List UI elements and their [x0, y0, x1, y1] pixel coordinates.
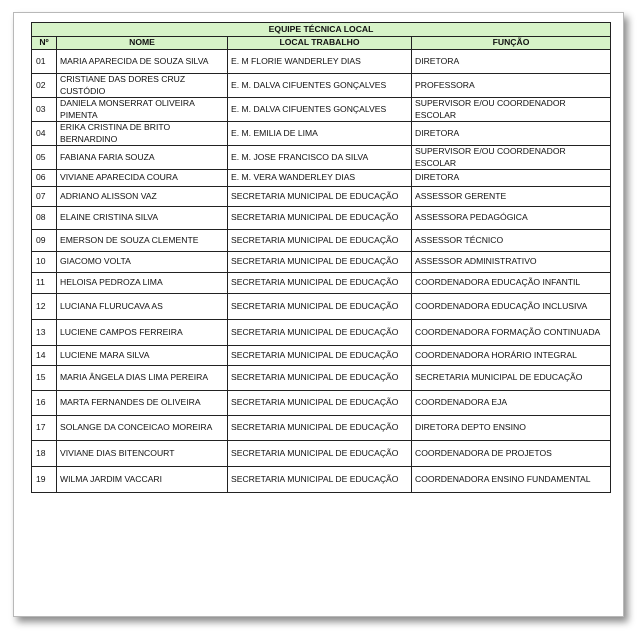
cell-num: 16 — [32, 391, 57, 416]
table-row — [32, 294, 611, 320]
cell-local: SECRETARIA MUNICIPAL DE EDUCAÇÃO — [228, 416, 412, 441]
table-row — [32, 74, 611, 98]
header-num: Nº — [32, 37, 57, 50]
table-row — [32, 320, 611, 346]
cell-funcao: COORDENADORA ENSINO FUNDAMENTAL — [412, 467, 611, 493]
cell-nome: ELAINE CRISTINA SILVA — [57, 207, 228, 230]
cell-funcao: DIRETORA DEPTO ENSINO — [412, 416, 611, 441]
cell-local: SECRETARIA MUNICIPAL DE EDUCAÇÃO — [228, 320, 412, 346]
cell-local: E. M. DALVA CIFUENTES GONÇALVES — [228, 98, 412, 122]
cell-nome: SOLANGE DA CONCEICAO MOREIRA — [57, 416, 228, 441]
cell-funcao: DIRETORA — [412, 170, 611, 187]
cell-funcao: DIRETORA — [412, 122, 611, 146]
cell-nome: LUCIENE MARA SILVA — [57, 346, 228, 366]
cell-funcao: COORDENADORA FORMAÇÃO CONTINUADA — [412, 320, 611, 346]
table-row — [32, 467, 611, 493]
cell-nome: GIACOMO VOLTA — [57, 252, 228, 273]
document-page — [31, 22, 610, 493]
cell-nome: LUCIENE CAMPOS FERREIRA — [57, 320, 228, 346]
cell-local: E. M FLORIE WANDERLEY DIAS — [228, 50, 412, 74]
cell-num: 05 — [32, 146, 57, 170]
cell-num: 03 — [32, 98, 57, 122]
cell-nome: LUCIANA FLURUCAVA AS — [57, 294, 228, 320]
cell-local: SECRETARIA MUNICIPAL DE EDUCAÇÃO — [228, 391, 412, 416]
table-row — [32, 98, 611, 122]
table-row — [32, 187, 611, 207]
cell-nome: ADRIANO ALISSON VAZ — [57, 187, 228, 207]
cell-local: SECRETARIA MUNICIPAL DE EDUCAÇÃO — [228, 187, 412, 207]
table-row — [32, 207, 611, 230]
cell-num: 08 — [32, 207, 57, 230]
cell-local: SECRETARIA MUNICIPAL DE EDUCAÇÃO — [228, 467, 412, 493]
table-row — [32, 122, 611, 146]
cell-num: 11 — [32, 273, 57, 294]
cell-nome: CRISTIANE DAS DORES CRUZ CUSTÓDIO — [57, 74, 228, 98]
table-row — [32, 366, 611, 391]
cell-nome: MARTA FERNANDES DE OLIVEIRA — [57, 391, 228, 416]
cell-nome: WILMA JARDIM VACCARI — [57, 467, 228, 493]
cell-nome: HELOISA PEDROZA LIMA — [57, 273, 228, 294]
header-funcao: FUNÇÃO — [412, 37, 611, 50]
cell-funcao: SECRETARIA MUNICIPAL DE EDUCAÇÃO — [412, 366, 611, 391]
cell-funcao: COORDENADORA EJA — [412, 391, 611, 416]
cell-funcao: ASSESSORA PEDAGÓGICA — [412, 207, 611, 230]
cell-funcao: PROFESSORA — [412, 74, 611, 98]
cell-funcao: ASSESSOR GERENTE — [412, 187, 611, 207]
cell-local: SECRETARIA MUNICIPAL DE EDUCAÇÃO — [228, 441, 412, 467]
cell-nome: FABIANA FARIA SOUZA — [57, 146, 228, 170]
table-row — [32, 346, 611, 366]
cell-funcao: SUPERVISOR E/OU COORDENADOR ESCOLAR — [412, 146, 611, 170]
cell-local: SECRETARIA MUNICIPAL DE EDUCAÇÃO — [228, 207, 412, 230]
cell-funcao: COORDENADORA EDUCAÇÃO INCLUSIVA — [412, 294, 611, 320]
cell-nome: MARIA APARECIDA DE SOUZA SILVA — [57, 50, 228, 74]
table-row — [32, 441, 611, 467]
table-row — [32, 146, 611, 170]
cell-funcao: DIRETORA — [412, 50, 611, 74]
cell-num: 07 — [32, 187, 57, 207]
table-row — [32, 252, 611, 273]
cell-nome: VIVIANE APARECIDA COURA — [57, 170, 228, 187]
table-row — [32, 50, 611, 74]
cell-num: 12 — [32, 294, 57, 320]
cell-num: 02 — [32, 74, 57, 98]
cell-local: SECRETARIA MUNICIPAL DE EDUCAÇÃO — [228, 252, 412, 273]
table-body — [32, 50, 611, 493]
cell-num: 09 — [32, 230, 57, 252]
cell-num: 14 — [32, 346, 57, 366]
cell-num: 10 — [32, 252, 57, 273]
cell-nome: DANIELA MONSERRAT OLIVEIRA PIMENTA — [57, 98, 228, 122]
cell-local: E. M. JOSE FRANCISCO DA SILVA — [228, 146, 412, 170]
cell-num: 17 — [32, 416, 57, 441]
cell-funcao: COORDENADORA DE PROJETOS — [412, 441, 611, 467]
table-row — [32, 230, 611, 252]
cell-local: SECRETARIA MUNICIPAL DE EDUCAÇÃO — [228, 294, 412, 320]
cell-nome: VIVIANE DIAS BITENCOURT — [57, 441, 228, 467]
cell-local: SECRETARIA MUNICIPAL DE EDUCAÇÃO — [228, 366, 412, 391]
team-table — [31, 22, 611, 493]
cell-funcao: COORDENADORA HORÁRIO INTEGRAL — [412, 346, 611, 366]
cell-num: 15 — [32, 366, 57, 391]
cell-nome: EMERSON DE SOUZA CLEMENTE — [57, 230, 228, 252]
cell-local: E. M. VERA WANDERLEY DIAS — [228, 170, 412, 187]
cell-local: SECRETARIA MUNICIPAL DE EDUCAÇÃO — [228, 273, 412, 294]
cell-nome: ERIKA CRISTINA DE BRITO BERNARDINO — [57, 122, 228, 146]
cell-num: 19 — [32, 467, 57, 493]
cell-local: E. M. DALVA CIFUENTES GONÇALVES — [228, 74, 412, 98]
cell-num: 06 — [32, 170, 57, 187]
header-local: LOCAL TRABALHO — [228, 37, 412, 50]
cell-num: 01 — [32, 50, 57, 74]
cell-funcao: SUPERVISOR E/OU COORDENADOR ESCOLAR — [412, 98, 611, 122]
cell-funcao: COORDENADORA EDUCAÇÃO INFANTIL — [412, 273, 611, 294]
table-row — [32, 416, 611, 441]
cell-num: 18 — [32, 441, 57, 467]
table-row — [32, 391, 611, 416]
header-nome: NOME — [57, 37, 228, 50]
cell-funcao: ASSESSOR ADMINISTRATIVO — [412, 252, 611, 273]
cell-num: 13 — [32, 320, 57, 346]
cell-local: SECRETARIA MUNICIPAL DE EDUCAÇÃO — [228, 346, 412, 366]
table-row — [32, 273, 611, 294]
table-title: EQUIPE TÉCNICA LOCAL — [32, 23, 611, 37]
cell-local: SECRETARIA MUNICIPAL DE EDUCAÇÃO — [228, 230, 412, 252]
table-row — [32, 170, 611, 187]
cell-local: E. M. EMILIA DE LIMA — [228, 122, 412, 146]
cell-nome: MARIA ÂNGELA DIAS LIMA PEREIRA — [57, 366, 228, 391]
cell-funcao: ASSESSOR TÉCNICO — [412, 230, 611, 252]
cell-num: 04 — [32, 122, 57, 146]
